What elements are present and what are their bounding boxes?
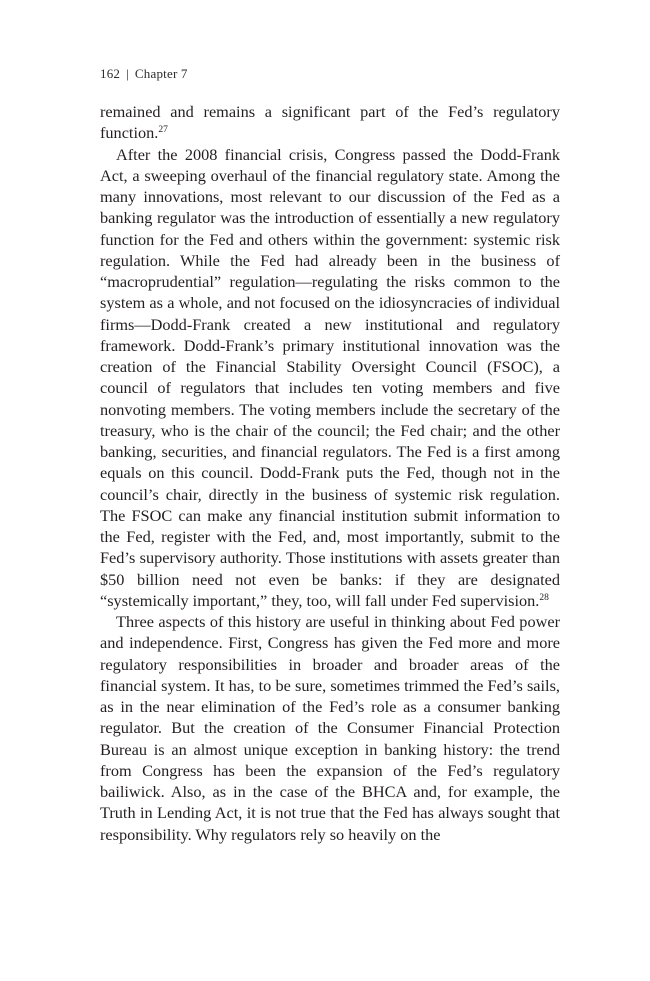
footnote-ref-27: 27 bbox=[158, 125, 168, 136]
paragraph-2 bbox=[100, 144, 560, 612]
paragraph-1 bbox=[100, 101, 560, 144]
chapter-label: Chapter 7 bbox=[134, 66, 188, 81]
header-separator: | bbox=[126, 66, 129, 81]
paragraph-3 bbox=[100, 611, 560, 845]
paragraph-2-text: After the 2008 financial crisis, Congress passed the Dodd-Frank Act, a sweeping overhaul of the financial regulatory state. Among the many innovations, most relevant to our discussion of the Fed as a banking regulator was the introduction of essentially a new regulatory function for the Fed and others within the government: systemic risk regulation. While the Fed had already been in the business of “macroprudential” regulation—regulating the risks common to the system as a whole, and not focused on the idiosyncracies of individual firms—Dodd-Frank created a new institutional and regulatory framework. Dodd-Frank’s primary institutional innovation was the creation of the Financial Stability Oversight Council (FSOC), a council of regulators that includes ten voting members and five nonvoting members. The voting members include the secretary of the treasury, who is the chair of the council; the Fed chair; and the other banking, securities, and financial regulators. The Fed is a first among equals on this council. Dodd-Frank puts the Fed, though not in the council’s chair, directly in the business of systemic risk regulation. The FSOC can make any financial institution submit information to the Fed, register with the Fed, and, most importantly, submit to the Fed’s supervisory authority. Those institutions with assets greater than $50 billion need not even be banks: if they are designated “systemically important,” they, too, will fall under Fed supervision. bbox=[100, 144, 560, 610]
paragraph-1-text: remained and remains a significant part of the Fed’s regulatory function. bbox=[100, 102, 560, 143]
page-number: 162 bbox=[100, 66, 121, 81]
running-head bbox=[100, 66, 188, 82]
body-text bbox=[100, 101, 560, 845]
footnote-ref-28: 28 bbox=[539, 592, 549, 603]
paragraph-3-text: Three aspects of this history are useful in thinking about Fed power and independence. First, Congress has given the Fed more and more regulatory responsibilities in broader and broader areas of the financial system. It has, to be sure, sometimes trimmed the Fed’s sails, as in the near elimination of the Fed’s role as a consumer banking regulator. But the creation of the Consumer Financial Protection Bureau is an almost unique exception in banking history: the trend from Congress has been the expansion of the Fed’s regulatory bailiwick. Also, as in the case of the BHCA and, for example, the Truth in Lending Act, it is not true that the Fed has always sought that responsibility. Why regulators rely so heavily on the bbox=[100, 612, 560, 844]
